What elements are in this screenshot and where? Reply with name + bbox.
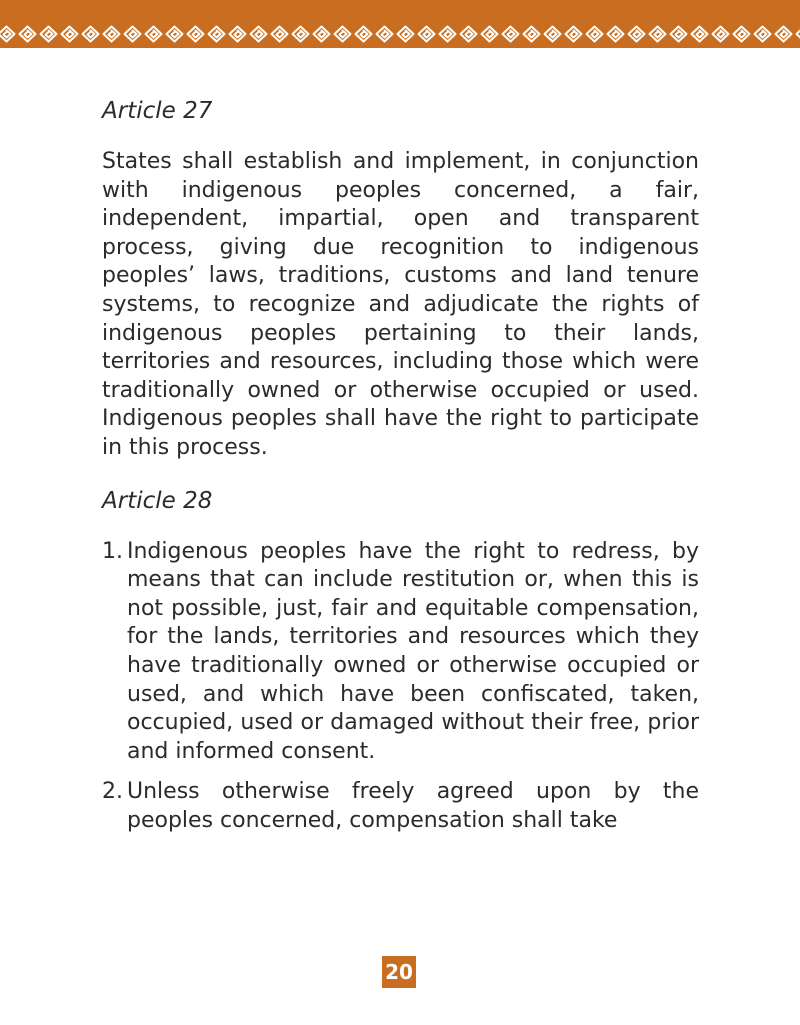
article-28-list [102,538,699,836]
list-item [102,538,699,767]
main-content [102,96,699,847]
article-28-heading: Article 28 [102,487,213,514]
list-item-text: Indigenous peoples have the right to redress, by means that can include restitution or, when this is not possible, just, fair and equitable compensation, for the lands, territories and resources which they have traditionally owned or otherwise occupied or used, and which have been confiscated, taken, occupied, used or damaged without their free, prior and informed consent. [127,538,699,764]
list-item-number: 2. [102,779,123,805]
list-item [102,778,699,835]
article-27-heading: Article 27 [102,98,213,124]
diamond-pattern-icon [0,0,800,48]
list-item-number: 1. [102,538,123,564]
decorative-border [0,0,800,48]
article-27-text: States shall establish and implement, in conjunction with indigenous peoples concerned, a fair, independent, impartial, open and transparent process, giving due recognition to indigenous peoples’ laws, traditions, customs and land tenure systems, to recognize and adjudicate the rights of indigenous peoples pertaining to their lands, territories and resources, including those which were traditionally owned or otherwise occupied or used. Indigenous peoples shall have the right to participate in this process. [102,149,699,460]
list-item-text: Unless otherwise freely agreed upon by the peoples concerned, compensation shall take [127,779,699,833]
page-number: 20 [382,956,416,988]
